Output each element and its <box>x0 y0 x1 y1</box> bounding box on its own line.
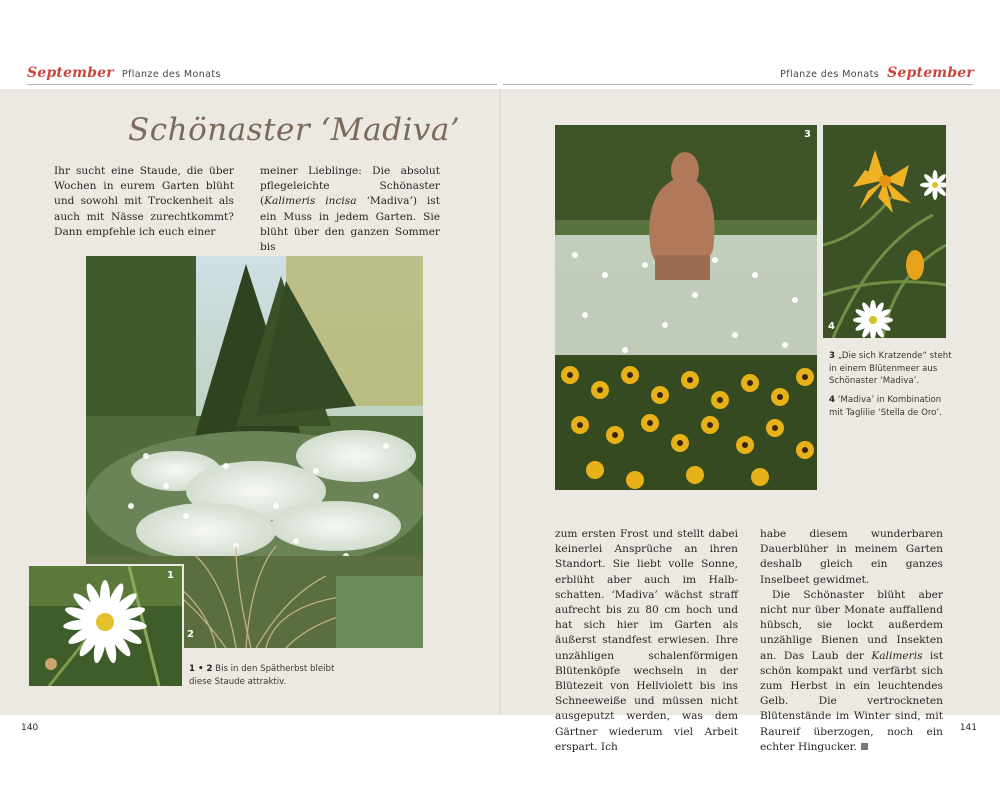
caption-photo-3 <box>829 350 957 388</box>
intro-text-1: Ihr sucht eine Staude, die über Wochen in eurem Garten blüht und sowohl mit Trockenheit als auch mit Nässe zurechtkommt? Dann empfehle ich euch einer <box>54 165 234 238</box>
body-text-4b: Die Schönaster blüht aber nicht nur über Monate auffallend hübsch, sie lockt außerdem unzählige Bienen und Insekten an. Das Laub der Kalimeris ist schön kompakt und verfärbt sich zum Herbst in ein leuchtendes Gelb. Die vertrockneten Blütenstände im Winter sind, mit Raureif überzogen, noch ein echter Hingucker. <box>760 588 944 753</box>
caption-number: 3 <box>829 351 835 361</box>
end-of-article-mark <box>861 743 868 750</box>
intro-column-1 <box>54 164 234 240</box>
intro-column-2 <box>260 164 440 255</box>
article-title: Schönaster ‘Madiva’ <box>128 112 461 148</box>
page-number-right: 141 <box>959 723 977 733</box>
caption-photos-1-2 <box>189 663 339 688</box>
running-head-month: September <box>887 65 974 81</box>
running-head-left <box>27 65 221 81</box>
photo-number-4: 4 <box>828 321 835 332</box>
page-number-left: 140 <box>21 723 39 733</box>
photo-aster-closeup <box>27 564 184 688</box>
photo-number-3: 3 <box>804 129 811 140</box>
caption-text: „Die sich Kratzende“ steht in einem Blütenmeer aus Schönaster ‘Madiva’. <box>829 351 952 387</box>
body-text-4a: habe diesem wunderbaren Dauerblüher in meinem Garten deshalb gleich ein ganzes Inselbeet gewidmet. <box>760 528 943 586</box>
body-text-3: zum ersten Frost und stellt dabei keinerlei Ansprüche an ihren Standort. Sie liebt volle Sonne, erblüht aber auch im Halbschatten. ‘Madiva’ wächst straff aufrecht bis zu 80 cm hoch und hat sich hier im Garten als äußerst standfest erwiesen. Ihre unzähligen schalenförmigen Blütenköpfe wechseln in der Blütezeit von Hellviolett bis ins Schneeweiße und müssen nicht ausgeputzt werden, was dem Gärtner wiederum viel Arbeit erspart. Ich <box>555 528 738 753</box>
photo-sculpture-flowers <box>555 125 817 490</box>
photo-number-1: 1 <box>167 570 174 581</box>
photo-daylily-combination <box>823 125 946 338</box>
running-head-rule <box>503 84 973 85</box>
body-column-4 <box>760 527 943 755</box>
running-head-label: Pflanze des Monats <box>121 69 221 80</box>
body-column-3 <box>555 527 738 755</box>
caption-photo-4 <box>829 394 957 419</box>
running-head-label: Pflanze des Monats <box>780 69 880 80</box>
running-head-rule <box>27 84 497 85</box>
gutter <box>499 89 501 715</box>
photo-number-2: 2 <box>187 629 194 640</box>
running-head-right <box>780 65 974 81</box>
caption-text: ‘Madiva’ in Kombination mit Taglilie ‘Stella de Oro’. <box>829 395 942 418</box>
intro-text-2: meiner Lieblinge: Die absolut pflegeleichte Schönaster (Kalimeris incisa ‘Madiva’) ist ein Muss in jedem Garten. Sie blüht über den ganzen Sommer bis <box>260 165 440 254</box>
caption-text: Bis in den Spätherbst bleibt diese Staude attraktiv. <box>189 664 335 687</box>
caption-number: 1 • 2 <box>189 664 213 674</box>
running-head-month: September <box>27 65 114 81</box>
caption-number: 4 <box>829 395 835 405</box>
